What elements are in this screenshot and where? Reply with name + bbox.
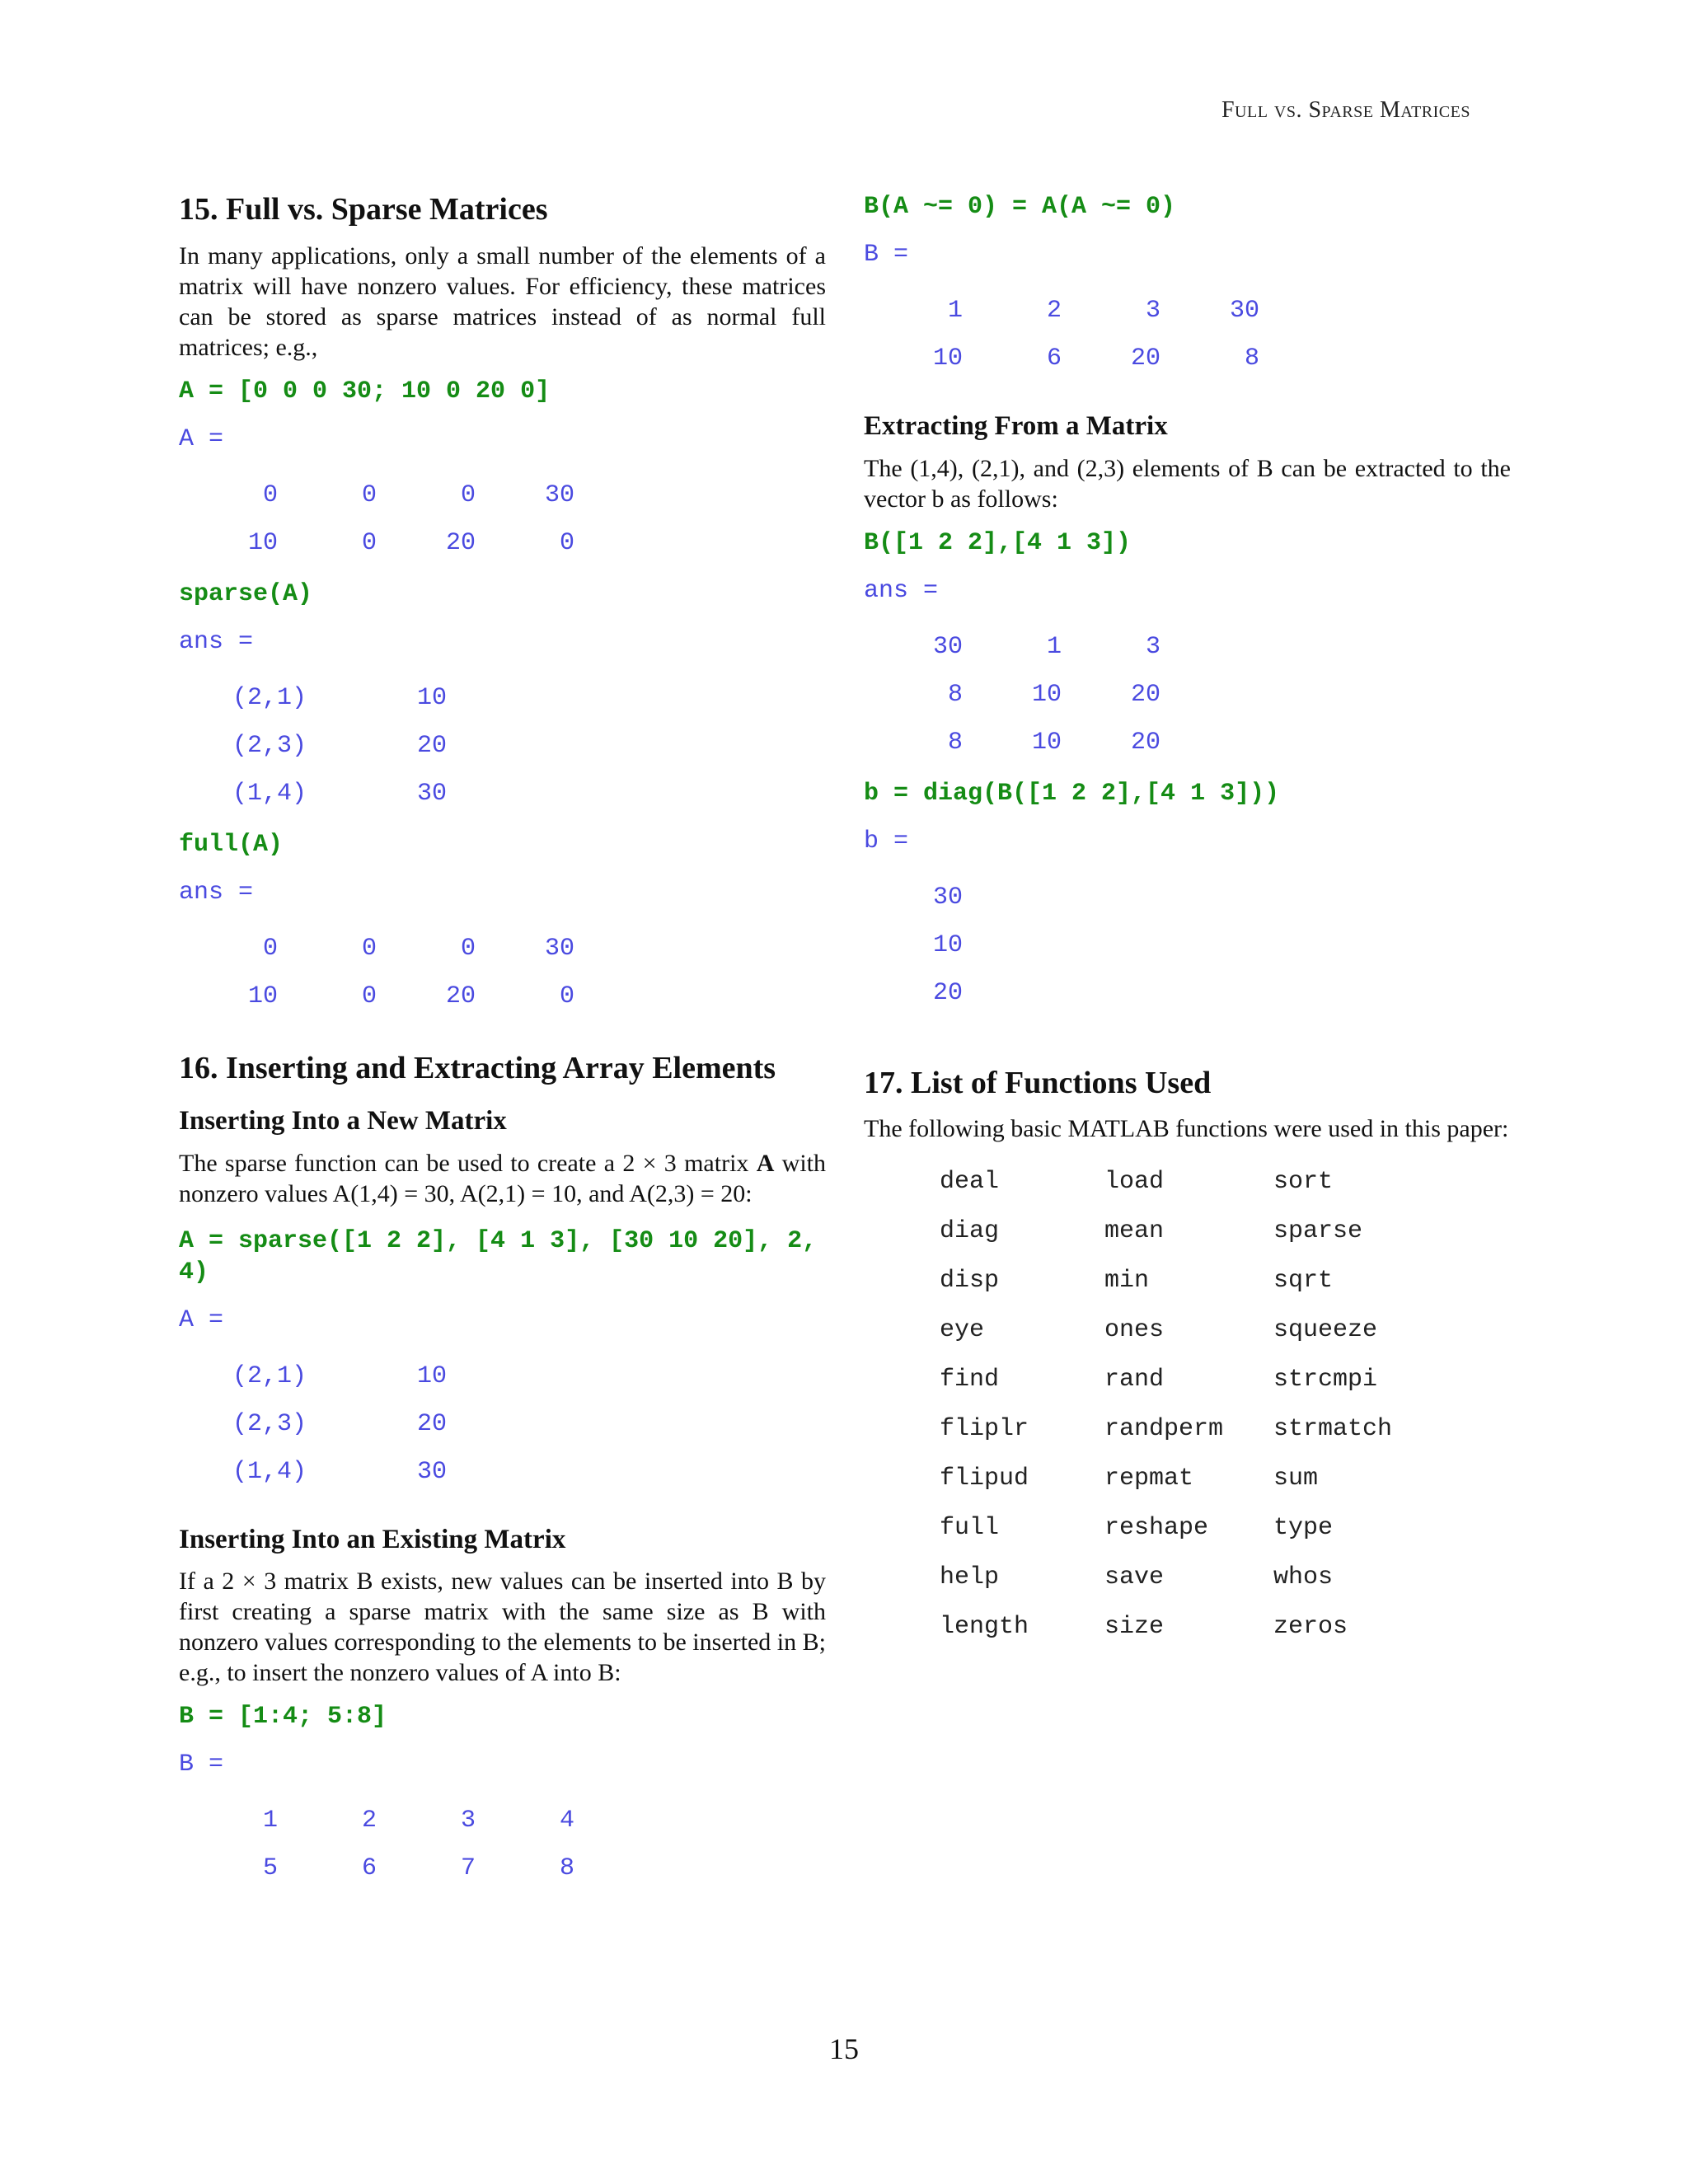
function-row xyxy=(940,1207,1511,1256)
function-name: ones xyxy=(1104,1316,1165,1345)
function-name: randperm xyxy=(1104,1415,1224,1444)
section-17 xyxy=(864,1065,1511,1652)
matrix-cell: 30 xyxy=(932,632,963,661)
matrix-cell: 6 xyxy=(1046,344,1062,373)
sparse-index: (1,4) xyxy=(232,779,307,808)
matrix-cell: 0 xyxy=(559,528,574,557)
matrix-cell: 30 xyxy=(932,883,963,912)
section-17-title: 17. List of Functions Used xyxy=(864,1065,1212,1100)
subsection-text xyxy=(179,1148,826,1209)
function-row xyxy=(940,1553,1511,1602)
section-15 xyxy=(179,191,826,1020)
matrix-output xyxy=(864,287,1511,382)
page-number: 15 xyxy=(829,2032,859,2065)
matrix-output xyxy=(864,623,1511,766)
function-name: save xyxy=(1104,1563,1165,1592)
matrix-cell: 10 xyxy=(932,344,963,373)
matrix-cell: 10 xyxy=(932,930,963,959)
output-row xyxy=(864,671,1511,719)
output-row xyxy=(179,1352,826,1400)
function-name: rand xyxy=(1104,1366,1165,1394)
matrix-cell: 10 xyxy=(247,982,278,1010)
matrix-cell: 0 xyxy=(460,480,476,509)
function-name: sqrt xyxy=(1273,1267,1334,1296)
code-input: B = [1:4; 5:8] xyxy=(179,1703,387,1732)
function-name: sparse xyxy=(1273,1217,1363,1246)
section-17-intro: The following basic MATLAB functions were used in this paper: xyxy=(864,1115,1509,1143)
code-input: B(A ~= 0) = A(A ~= 0) xyxy=(864,193,1176,221)
matrix-cell: 0 xyxy=(262,934,278,963)
matrix-cell: 10 xyxy=(1031,728,1062,757)
matrix-cell: 30 xyxy=(544,480,574,509)
function-row xyxy=(940,1157,1511,1207)
function-row xyxy=(940,1305,1511,1355)
sparse-value: 20 xyxy=(416,731,447,760)
output-label: b = xyxy=(864,827,909,855)
matrix-cell: 3 xyxy=(1145,632,1160,661)
matrix-output xyxy=(179,471,826,567)
function-name: min xyxy=(1104,1267,1150,1296)
matrix-cell: 3 xyxy=(1145,297,1160,325)
code-input: B([1 2 2],[4 1 3]) xyxy=(864,528,1132,557)
output-row xyxy=(179,471,826,519)
output-label: ans = xyxy=(864,576,939,605)
sparse-value: 20 xyxy=(416,1409,447,1438)
output-label: ans = xyxy=(179,878,254,907)
function-name: find xyxy=(940,1366,1000,1394)
sparse-value: 10 xyxy=(416,683,447,712)
sparse-index: (2,3) xyxy=(232,1409,307,1438)
function-name: sort xyxy=(1273,1168,1334,1197)
function-name: full xyxy=(940,1514,1000,1543)
text-span-bold: A xyxy=(756,1149,775,1177)
matrix-cell: 7 xyxy=(460,1854,476,1883)
section-16-title: 16. Inserting and Extracting Array Elements xyxy=(179,1050,776,1085)
matrix-cell: 4 xyxy=(559,1807,574,1835)
function-name: whos xyxy=(1273,1563,1334,1592)
output-row xyxy=(179,1400,826,1448)
sparse-index: (2,1) xyxy=(232,683,307,712)
function-name: squeeze xyxy=(1273,1316,1378,1345)
function-name: sum xyxy=(1273,1465,1319,1493)
function-name: mean xyxy=(1104,1217,1165,1246)
matrix-cell: 20 xyxy=(445,528,476,557)
matrix-cell: 10 xyxy=(1031,680,1062,709)
sparse-index: (1,4) xyxy=(232,1457,307,1486)
matrix-output xyxy=(179,1797,826,1892)
matrix-cell: 20 xyxy=(1130,728,1160,757)
section-15-intro: In many applications, only a small number of the elements of a matrix will have nonzero values. For efficiency, these matrices can be stored as sparse matrices instead of as normal full matrices; e.g., xyxy=(179,241,826,361)
matrix-cell: 2 xyxy=(361,1807,377,1835)
matrix-cell: 0 xyxy=(460,934,476,963)
output-label: B = xyxy=(179,1750,224,1779)
matrix-cell: 0 xyxy=(361,480,377,509)
matrix-cell: 20 xyxy=(1130,680,1160,709)
matrix-cell: 0 xyxy=(361,934,377,963)
function-name: fliplr xyxy=(940,1415,1029,1444)
matrix-cell: 8 xyxy=(559,1854,574,1883)
code-input: sparse(A) xyxy=(179,579,313,608)
function-name: repmat xyxy=(1104,1465,1194,1493)
output-row xyxy=(864,623,1511,671)
section-15-title: 15. Full vs. Sparse Matrices xyxy=(179,192,548,227)
matrix-cell: 8 xyxy=(1244,344,1259,373)
matrix-cell: 3 xyxy=(460,1807,476,1835)
function-name: length xyxy=(940,1613,1029,1642)
output-row xyxy=(179,1797,826,1844)
function-row xyxy=(940,1355,1511,1404)
output-row xyxy=(864,874,1511,921)
output-label: A = xyxy=(179,1305,224,1334)
function-row xyxy=(940,1503,1511,1553)
subsection-title: Extracting From a Matrix xyxy=(864,411,1168,441)
function-list xyxy=(940,1157,1511,1652)
subsection-text: If a 2 × 3 matrix B exists, new values can be inserted into B by first creating a sparse matrix with the same size as B with nonzero values corresponding to the elements to be inserted in B; e.g., to insert the nonzero values of A into B: xyxy=(179,1568,826,1687)
function-name: deal xyxy=(940,1168,1000,1197)
matrix-cell: 20 xyxy=(445,982,476,1010)
function-name: zeros xyxy=(1273,1613,1348,1642)
section-16 xyxy=(179,1050,832,1893)
output-row xyxy=(179,770,826,818)
output-row xyxy=(179,519,826,567)
matrix-cell: 20 xyxy=(932,978,963,1007)
sparse-value: 10 xyxy=(416,1361,447,1390)
function-name: disp xyxy=(940,1267,1000,1296)
matrix-cell: 30 xyxy=(1229,297,1259,325)
matrix-cell: 8 xyxy=(947,680,963,709)
matrix-cell: 1 xyxy=(947,297,963,325)
output-row xyxy=(179,972,826,1020)
output-label: A = xyxy=(179,424,224,453)
sparse-value: 30 xyxy=(416,1457,447,1486)
sparse-output xyxy=(179,674,826,818)
output-row xyxy=(179,674,826,722)
running-header: Full vs. Sparse Matrices xyxy=(1221,97,1470,123)
subsection-title: Inserting Into a New Matrix xyxy=(179,1106,507,1137)
matrix-cell: 30 xyxy=(544,934,574,963)
output-row xyxy=(864,719,1511,766)
matrix-cell: 10 xyxy=(247,528,278,557)
sparse-value: 30 xyxy=(416,779,447,808)
subsection-title: Inserting Into an Existing Matrix xyxy=(179,1524,566,1554)
function-row xyxy=(940,1602,1511,1652)
code-input: A = sparse([1 2 2], [4 1 3], [30 10 20], 2, 4) xyxy=(179,1226,832,1286)
function-row xyxy=(940,1454,1511,1503)
sparse-output xyxy=(179,1352,826,1496)
matrix-cell: 0 xyxy=(361,528,377,557)
output-label: ans = xyxy=(179,627,254,656)
matrix-cell: 6 xyxy=(361,1854,377,1883)
output-label: B = xyxy=(864,241,909,269)
output-row xyxy=(179,925,826,972)
matrix-cell: 20 xyxy=(1130,344,1160,373)
function-name: load xyxy=(1104,1168,1165,1197)
matrix-cell: 1 xyxy=(1046,632,1062,661)
output-row xyxy=(864,921,1511,969)
function-name: flipud xyxy=(940,1465,1029,1493)
function-row xyxy=(940,1256,1511,1305)
sparse-index: (2,1) xyxy=(232,1361,307,1390)
output-row xyxy=(179,722,826,770)
matrix-cell: 5 xyxy=(262,1854,278,1883)
sparse-index: (2,3) xyxy=(232,731,307,760)
function-name: help xyxy=(940,1563,1000,1592)
matrix-cell: 8 xyxy=(947,728,963,757)
output-row xyxy=(179,1844,826,1892)
output-row xyxy=(864,335,1511,382)
code-input: A = [0 0 0 30; 10 0 20 0] xyxy=(179,377,551,405)
function-row xyxy=(940,1404,1511,1454)
function-name: strcmpi xyxy=(1273,1366,1378,1394)
matrix-cell: 1 xyxy=(262,1807,278,1835)
function-name: type xyxy=(1273,1514,1334,1543)
matrix-cell: 0 xyxy=(559,982,574,1010)
output-row xyxy=(179,1448,826,1496)
function-name: diag xyxy=(940,1217,1000,1246)
matrix-cell: 0 xyxy=(361,982,377,1010)
text-span: The sparse function can be used to create a 2 × 3 matrix xyxy=(179,1149,757,1177)
subsection-text: The (1,4), (2,1), and (2,3) elements of B can be extracted to the vector b as follows: xyxy=(864,454,1511,513)
matrix-cell: 2 xyxy=(1046,297,1062,325)
output-row xyxy=(864,969,1511,1017)
text-span: with nonzero values A(1,4) = 30, A(2,1) = 10, and A(2,3) = 20: xyxy=(179,1149,826,1207)
function-name: reshape xyxy=(1104,1514,1209,1543)
function-name: eye xyxy=(940,1316,985,1345)
code-input: b = diag(B([1 2 2],[4 1 3])) xyxy=(864,779,1280,808)
function-name: strmatch xyxy=(1273,1415,1393,1444)
left-column xyxy=(179,191,832,1892)
function-name: size xyxy=(1104,1613,1165,1642)
code-input: full(A) xyxy=(179,830,284,859)
right-column xyxy=(864,191,1511,1652)
output-row xyxy=(864,287,1511,335)
vector-output xyxy=(864,874,1511,1017)
matrix-cell: 0 xyxy=(262,480,278,509)
matrix-output xyxy=(179,925,826,1020)
